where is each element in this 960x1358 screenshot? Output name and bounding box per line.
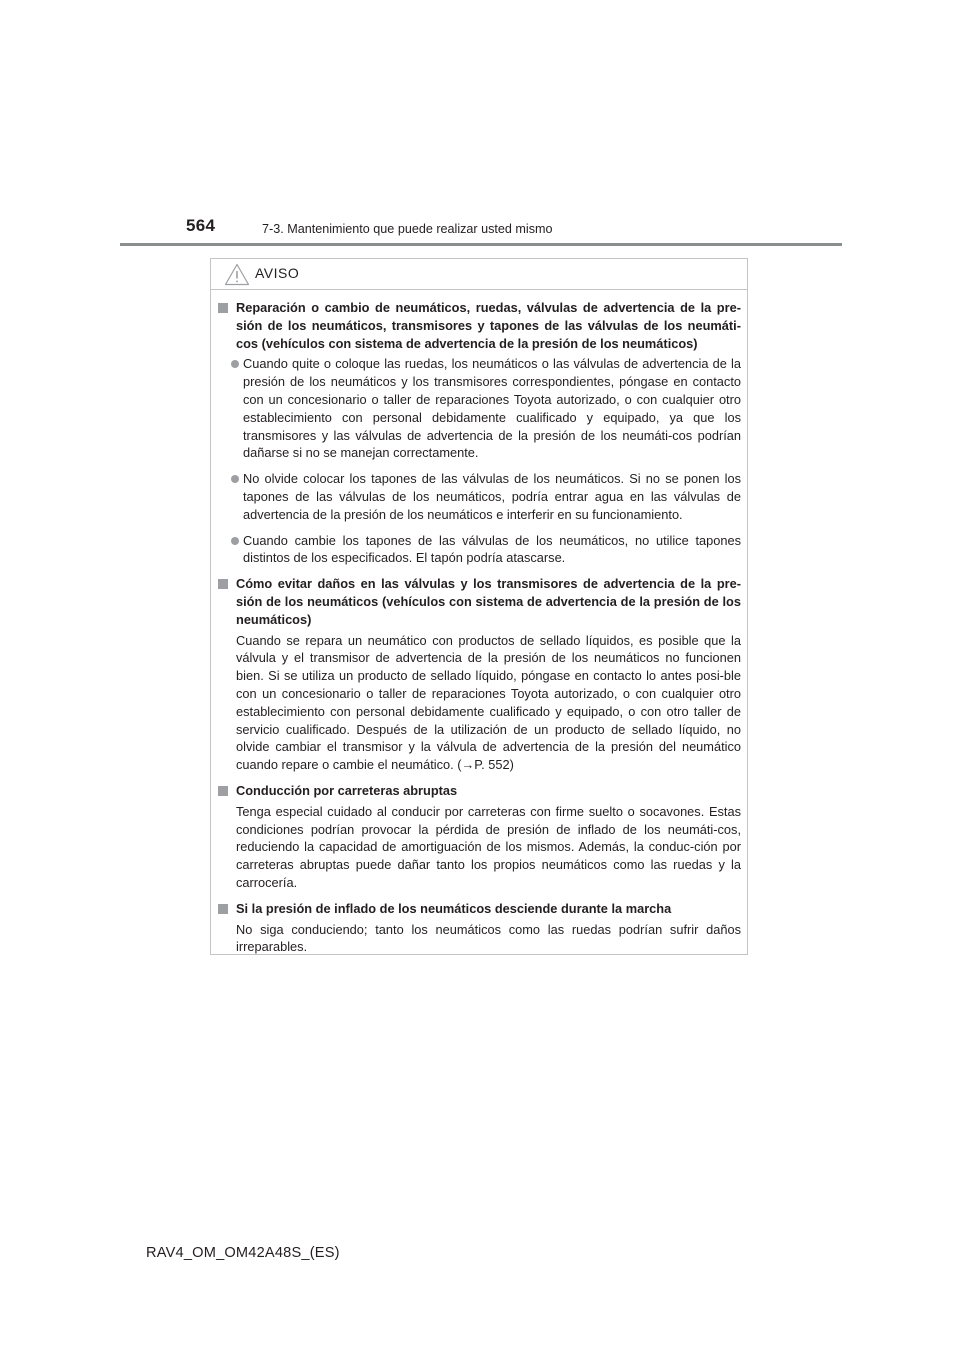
section-title: 7-3. Mantenimiento que puede realizar usted mismo [262, 222, 553, 236]
section-heading [217, 900, 741, 918]
warning-header [211, 259, 747, 290]
warning-triangle-icon [224, 263, 250, 286]
heading-text: Reparación o cambio de neumáticos, ruedas, válvulas de advertencia de la pre-sión de los neumáticos, transmisores y tapones de las válvulas de los neumáti-cos (vehículos con sistema de advertencia de la presión de los neumáticos) [236, 300, 741, 351]
round-bullet-icon [231, 475, 239, 483]
paragraph: Tenga especial cuidado al conducir por carreteras con firme suelto o socavones. Estas condiciones podrían provocar la pérdida de presión de inflado de los neumáti-cos, reduciendo la capacidad de amortiguación de los mismos. Además, la conduc-ción por carreteras abruptas puede dañar tanto los propios neumáticos como las ruedas y la carrocería. [236, 803, 741, 890]
round-bullet-icon [231, 360, 239, 368]
heading-text: Si la presión de inflado de los neumáticos desciende durante la marcha [236, 900, 672, 916]
square-bullet-icon [218, 303, 228, 313]
section-heading [217, 299, 741, 352]
square-bullet-icon [218, 579, 228, 589]
heading-text: Conducción por carreteras abruptas [236, 782, 458, 798]
heading-text: Cómo evitar daños en las válvulas y los transmisores de advertencia de la pre-sión de los neumáticos (vehículos con sistema de advertencia de la presión de los neumáticos) [236, 576, 741, 627]
list-item [217, 355, 741, 462]
list-item-text: No olvide colocar los tapones de las válvulas de los neumáticos. Si no se ponen los tapones de las válvulas de los neumáticos, podría entrar agua en las válvulas de advertencia de la presión de los neumáticos e interferir en su funcionamiento. [243, 471, 741, 522]
footer-code: RAV4_OM_OM42A48S_(ES) [146, 1245, 340, 1261]
warning-box [210, 258, 748, 955]
square-bullet-icon [218, 904, 228, 914]
list-item-text: Cuando quite o coloque las ruedas, los neumáticos o las válvulas de advertencia de la presión de los neumáticos y los transmisores correspondientes, póngase en contacto con un concesionario o taller de reparaciones Toyota autorizado, o con cualquier otro establecimiento con personal debidamente cualificado y equipado, ya que los transmisores y las válvulas de advertencia de la presión de los neumáti-cos podrían dañarse si no se manejan correctamente. [243, 356, 741, 461]
warning-body [217, 299, 741, 956]
list-item [217, 532, 741, 568]
paragraph: Cuando se repara un neumático con productos de sellado líquidos, es posible que la válvula y el transmisor de advertencia de la presión de los neumáticos no funcionen bien. Si se utiliza un producto de sellado líquido, póngase en contacto lo antes posi-ble con un concesionario o taller de reparaciones Toyota autorizado, o con cualquier otro establecimiento con personal debidamente cualificado y equipado, o con otro taller de servicio cualificado. Después de la utilización de un producto de sellado líquido, no olvide cambiar el transmisor y la válvula de advertencia de la presión del neumático cuando repare o cambie el neumático. (→P. 552) [236, 632, 741, 773]
section-heading [217, 782, 741, 800]
list-item [217, 470, 741, 523]
page-number: 564 [186, 216, 216, 235]
paragraph: No siga conduciendo; tanto los neumáticos como las ruedas podrían sufrir daños irreparables. [236, 921, 741, 955]
header-rule [120, 243, 842, 246]
warning-label: AVISO [255, 265, 300, 281]
section-heading [217, 575, 741, 628]
round-bullet-icon [231, 537, 239, 545]
list-item-text: Cuando cambie los tapones de las válvulas de los neumáticos, no utilice tapones distintos de los especificados. El tapón podría atascarse. [243, 532, 741, 566]
square-bullet-icon [218, 786, 228, 796]
